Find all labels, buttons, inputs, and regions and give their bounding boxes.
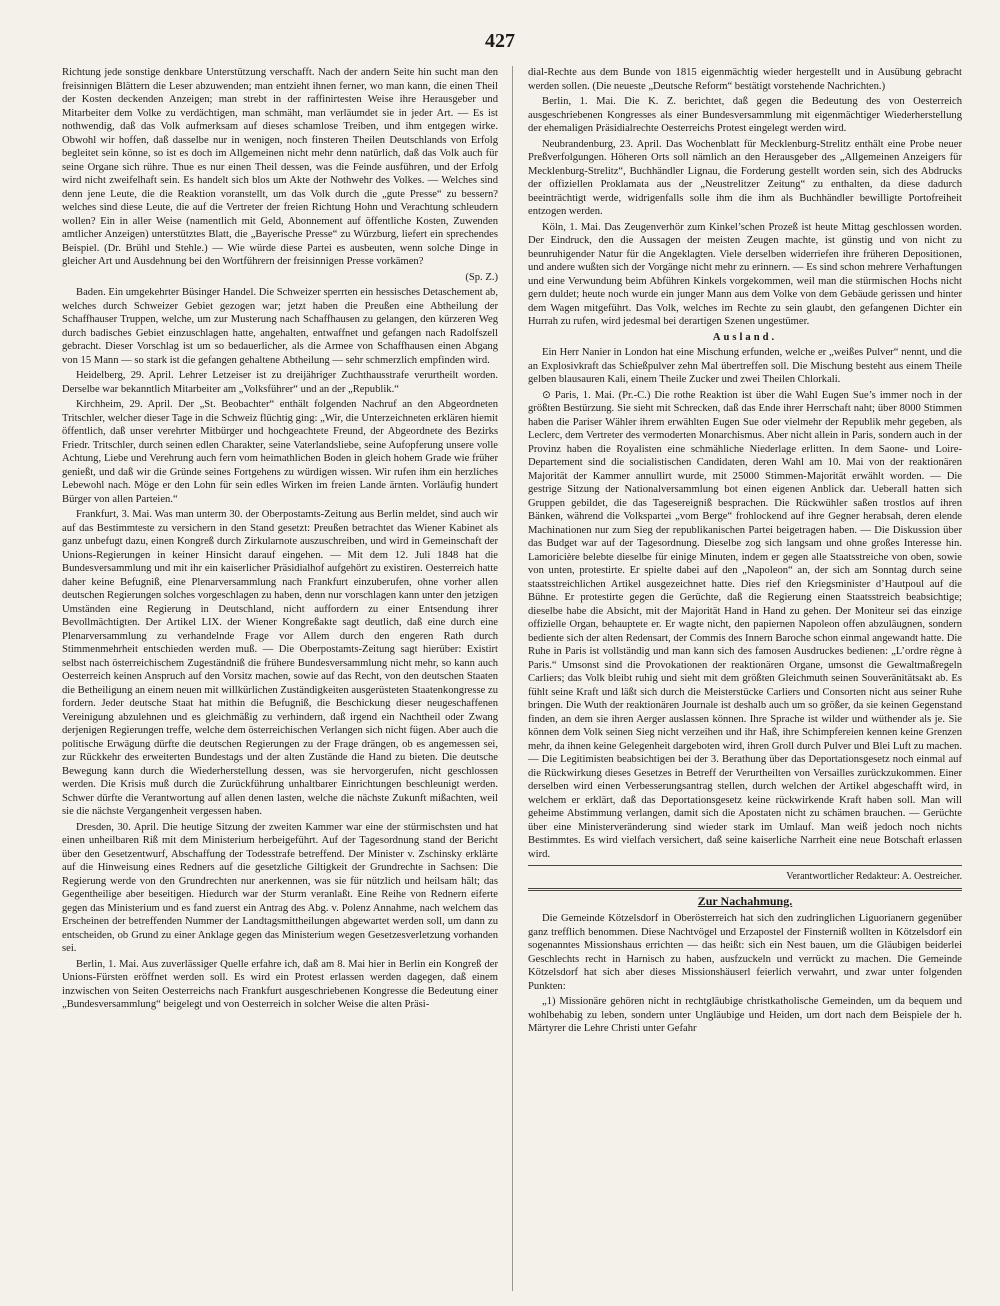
article-paragraph: Berlin, 1. Mai. Aus zuverlässiger Quelle erfahre ich, daß am 8. Mai hier in Berlin ein Kongreß der Unions-Fürsten eröffnet werden soll. Es wird ein Protest erlassen werden dagegen, daß einem inzwischen von Seiten Oesterreichs nach Frankfurt ausgeschriebenen Kongresse die Bedeutung einer „Bundesversammlung“ beigelegt und von Oesterreich in solcher Weise die alten Präsi- [62, 958, 498, 1010]
right-column [528, 66, 962, 1296]
editor-line: Verantwortlicher Redakteur: A. Oestreicher. [786, 871, 962, 882]
section-rule [528, 888, 962, 891]
section-title: Zur Nachahmung. [697, 893, 793, 908]
article-paragraph: dial-Rechte aus dem Bunde von 1815 eigenmächtig wieder hergestellt und in Ausübung gebracht werden sollen. (Die neueste „Deutsche Reform“ bestätigt vorstehende Nachrichten.) [528, 67, 962, 92]
article-paragraph: Neubrandenburg, 23. April. Das Wochenblatt für Mecklenburg-Strelitz enthält eine Probe neuer Preßverfolgungen. Höheren Orts soll nämlich an den Herausgeber des „Allgemeinen Anzeigers für Mecklenburg-Strelitz“, Buchhändler Lignau, die Forderung gestellt worden sein, sich des Abdrucks der offiziellen Proklamata aus der „Neustrelitzer Zeitung“ zu enthalten, da diese dadurch beeinträchtigt werde, widrigenfalls solle ihm die ihm als Buchhändler bewilligte Portofreiheit entzogen werden. [528, 138, 962, 217]
article-paragraph: Köln, 1. Mai. Das Zeugenverhör zum Kinkel’schen Prozeß ist heute Mittag geschlossen worden. Der Eindruck, den die Aussagen der meisten Zeugen machte, ist günstig und von nicht zu beunruhigender Natur für die Angeklagten. Viele derselben widerriefen ihre früheren Depositionen, und andere wußten sich der Vorgänge nicht mehr zu erinnern. — Es sind schon mehrere Verhaftungen und eine Verwundung beim Abführen Kinkels vorgekommen, weil man die stürmischen Hochs nicht gern duldet; heute noch wurde ein junger Mann aus dem Volke von dem Gebäude gerissen und hinter dem Wagen mitgeführt. Das Volk, welches im Rechte zu sein glaubt, den gefangenen Dichter ein Hurrah zu rufen, wird jedesmal bei derartigen Szenen ungestümer. [528, 221, 962, 327]
article-paragraph: Kirchheim, 29. April. Der „St. Beobachter“ enthält folgenden Nachruf an den Abgeordneten Tritschler, welcher dieser Tage in die Schweiz flüchtig ging: „Wir, die Unterzeichneten erklären hiemit öffentlich, daß unser verehrter Mitbürger und hochgeachtete Freund, der Abgeordnete des Bezirks Friedr. Tritschler, durch seinen edlen Charakter, seine Vaterlandsliebe, seine Aufopferung unsere volle Achtung, Liebe und Verehrung auch fern vom heimathlichen Boden in gleich hohem Grade wie früher genießt, und daß wir die Gründe seines Fortgehens zu würdigen wissen. Wir rufen ihm ein herzliches Lebewohl nach. Möge er den Lohn für sein edles Wirken im freien Lande ärnten. Vorläufig hundert Bürger von allen Parteien.“ [62, 399, 498, 505]
column-divider [512, 66, 513, 1291]
article-paragraph: Heidelberg, 29. April. Lehrer Letzeiser ist zu dreijähriger Zuchthausstrafe verurtheilt worden. Derselbe war bekanntlich Mitarbeiter am „Volksführer“ und an der „Republik.“ [62, 370, 498, 395]
article-paragraph: Die Gemeinde Kötzelsdorf in Oberösterreich hat sich den zudringlichen Liguorianern gegenüber ganz trefflich benommen. Diese Nachtvögel und Erzapostel der Finsterniß wollten in Kötzelsdorf ein sogenanntes Missionshaus errichten — das heißt: sich ein Nest bauen, um die Gläubigen beiderlei Geschlechts recht in Harnisch zu haben, ausfzuckeln und verrückt zu machen. Die Gemeinde Kötzelsdorf hat sich aber dieses Missionshäuserl feierlich verwahrt, und zwar unter folgenden Punkten: [528, 913, 962, 992]
article-paragraph: Dresden, 30. April. Die heutige Sitzung der zweiten Kammer war eine der stürmischsten und hat einen unheilbaren Riß mit dem Ministerium herbeigeführt. Auf der Tagesordnung stand der Bericht über den Gesetzentwurf, Abschaffung der Todesstrafe betreffend. Der Minister v. Zschinsky erklärte auf die Hinweisung eines Redners auf die gesetzliche Giltigkeit der Grundrechte in Sachsen: Die Regierung werde von den Grundrechten nur anerkennen, was sie für nützlich und heilsam hält; das Gegentheilige aber beseitigen. Hiedurch war der Sturm veranlaßt. Eine Reihe von Rednern eiferte gegen das Ministerium und es fand zuerst ein Antrag des Abg. v. Polenz Annahme, nach welchem das Erscheinen der betreffenden Nummer der Landtagsmittheilungen abgewartet werden soll, um dann zu entscheiden, ob Grund zu einer Anklage gegen das Ministerium wegen Gesetzesverletzung vorhanden sei. [62, 821, 498, 954]
article-paragraph: Baden. Ein umgekehrter Büsinger Handel. Die Schweizer sperrten ein hessisches Detaschement ab, welches durch Schweizer Gebiet gezogen war; jetzt haben die Preußen eine Abtheilung der Schaffhauser Truppen, welche, um zur Musterung nach Schaffhausen zu gelangen, den kürzeren Weg durch badisches Gebiet einzuschlagen hatte, angehalten, entwaffnet und gefangen nach Radolfszell gebracht. Dieser Vorschlag ist um so bedauerlicher, als die Armee von Schaffhausen einen Abgang von 15 Mann — so stark ist die gefangen gehaltene Abtheilung — sehr schmerzlich empfinden wird. [62, 287, 498, 366]
article-paragraph: Berlin, 1. Mai. Die K. Z. berichtet, daß gegen die Bedeutung des von Oesterreich ausgeschriebenen Kongresses als einer Bundesversammlung mit eigenmächtiger Wiederherstellung der ehemaligen Präsidialrechte Oesterreichs Protest eingelegt werden wird. [528, 96, 962, 134]
article-paragraph: „1) Missionäre gehören nicht in rechtgläubige christkatholische Gemeinden, um da bequem und wohlbehabig zu leben, sondern unter Ungläubige und Heiden, um dort nach dem Beispiele der h. Märtyrer die Lehre Christi unter Gefahr [528, 996, 962, 1034]
section-heading: Ausland. [712, 331, 778, 343]
article-paragraph: ⊙ Paris, 1. Mai. (Pr.-C.) Die rothe Reaktion ist über die Wahl Eugen Sue’s immer noch in der größten Bestürzung. Sie sieht mit Schrecken, daß das Ende ihrer Herrschaft naht; über 8000 Stimmen haben die Pariser Wähler ihrem erwählten Eugen Sue oder vielmehr der Republik mehr gegeben, als Leclerc, dem Vertreter des vermoderten Monarchismus. Aber nicht allein in Paris, sondern auch in der Provinz haben die Royalisten eine schmähliche Niederlage erlitten. In dem Saone- und Loire-Departement sind die socialistischen Candidaten, deren Wahl am 10. Mai von der reaktionären Majorität der Kammer annullirt wurde, mit 25000 Stimmen-Majorität erwählt worden. — Die gestrige Sitzung der Nationalversammlung bot einen eigenen Anblick dar. Ueberall hatten sich Gruppen gebildet, die das Tagesereigniß besprachen. Die Rückwühler saßen trostlos auf ihren Bänken, während die Volkspartei „vom Berge“ frohlockend auf ihre Gegner herabsah, deren elende Machinationen nur zum Sieg der republikanischen Partei beigetragen haben. — Die Diskussion über das Budget war auf der Tagesordnung. Dieselbe zog sich langsam und ohne großes Interesse hin. Lamoricière belebte dieselbe für einige Minuten, indem er gegen alle Staatsstreiche von oben, sowie von unten, protestirte. Er spielte dabei auf den „Napoleon“ an, der sich am Sonntag durch seine staatsstreichlichen Artikel ausgezeichnet hatte. Dies rief den Kriegsminister d’Hautpoul auf die Bühne. Er protestirte gegen die Gerüchte, daß die Regierung einen Staatsstreich beabsichtige; dieselbe habe die Absicht, mit der Majorität Hand in Hand zu gehen. Der Moniteur sei das einzige offizielle Organ, behauptete er. Er wagte nicht, den papiernen Napoleon offen abzuläugnen, sondern bediente sich der alten Redensart, der Commis des Innern Baroche schon einmal angewandt hatte. Die Ruhe in Paris ist vollständig und man kann sich des famosen Ausdruckes bedienen: „L’ordre règne à Paris.“ Umsonst sind die Provokationen der reaktionären Organe, umsonst die Gewaltmaßregeln Carliers; das Volk bleibt ruhig und sieht mit dem größten Gleichmuth seinen Souveränitätsakt ab. Es fühlt seine Kraft und läßt sich durch die Meisterstücke Carliers und Consorten nicht aus seiner Ruhe bringen. Die Wuth der reaktionären Journale ist deshalb auch um so größer, da sie keinen Gegenstand finden, an dem sie ihren Aerger auslassen können. Ihre Sprache ist wilder und wüthender als je. Sie können dem Volk seinen Sieg nicht verzeihen und ihr Haß, ihre Schimpfereien kennen keine Grenzen mehr, da ihnen keine Gelegenheit dargeboten wird, ihren Groll durch Pulver und Blei Luft zu machen. — Die Legitimisten beabsichtigen bei der 3. Berathung über das Deportationsgesetz noch einmal auf die Rückwirkung dieses Gesetzes in Betreff der Verurtheilten von Versailles zurückzukommen. Einer derselben wird einen Verbesserungsantrag stellen, durch welchen der Artikel abgeschafft wird, in welchem er erklärt, daß das Deportationsgesetz keine rückwirkende Kraft haben soll. Man will geheime Abstimmung verlangen, damit sich die Apostaten nicht zu schämen brauchen. — Gerüchte über eine Ministerveränderung sind wieder stark im Umlauf. Man weiß jedoch noch nichts Bestimmtes. Es wird vielfach versichert, daß seine kaiserliche Narrheit eine neue Botschaft erlassen wird. [528, 389, 962, 860]
left-column [62, 66, 498, 1296]
article-paragraph: Ein Herr Nanier in London hat eine Mischung erfunden, welche er „weißes Pulver“ nennt, und die an Explosivkraft das Schießpulver zehn Mal übertreffen soll. Die Mischung besteht aus einem Theile gelben blausauren Kali, einem Theile Zucker und zwei Theilen Chlorkali. [528, 347, 962, 385]
editor-rule-top [528, 865, 962, 866]
article-paragraph: Richtung jede sonstige denkbare Unterstützung verschafft. Nach der andern Seite hin sucht man den freisinnigen Blättern die Leser abzuwenden; man entzieht ihnen ferner, wo man kann, die einen Theil der Kosten deckenden Anzeigen; man strebt in der raffinirtesten Weise ihre Herausgeber und Mitarbeiter dem Volke zu verdächtigen, man schmäht, man verläumdet sie in jeder Art. — Es ist nothwendig, daß das Volk aufmerksam auf dieses schamlose Treiben, und ihm entgegen wirke. Obwohl wir hoffen, daß dasselbe nur in wenigen, noch finsteren Theilen Deutschlands von Erfolg begleitet sein könne, so ist es doch im Allgemeinen nicht mehr denn natürlich, daß das Volk auch für seine Organe sich rühre. Thue es nur einen Theil dessen, was die Feinde ausführen, und der Erfolg wird nicht zweifelhaft sein. Es handelt sich blos um Akte der Nothwehr des Volkes. — Welches sind denn jene Leute, die die Reaktion voranstellt, um das Volk durch die „gute Presse“ zu bessern? welches sind diese Leute, die auf die Vertreter der freien Richtung Hohn und Verachtung schleudern wollen? Ein in aller Weise (namentlich mit Geld, Abonnement auf öffentliche Kosten, Zuwenden amtlicher Anzeigen) unterstütztes Blatt, die „Bayerische Presse“ zu Würzburg, liefert ein sprechendes Beispiel. (Dr. Brühl und Stehle.) — Wie würde diese Partei es ausbeuten, wenn solche Dinge in gleicher Art und Ausdehnung bei den Wortführern der freisinnigen Presse vorkämen? [62, 67, 498, 267]
article-paragraph: Frankfurt, 3. Mai. Was man unterm 30. der Oberpostamts-Zeitung aus Berlin meldet, sind auch wir auf das Bestimmteste zu versichern in den Stand gesetzt: Preußen betrachtet das Wiener Kabinet als ganz unbefugt dazu, einen Kongreß durch Zirkularnote auszuschreiben, und wird in Gemeinschaft der Unions-Regierungen in keiner Hinsicht darauf eingehen. — Mit dem 12. Juli 1848 hat die Bundesversammlung und mit ihr ein kaiserlicher Präsidialhof aufgehört zu existiren. Oesterreich hatte daher keine Befugniß, eine Plenarversammlung nach Frankfurt einzuberufen, ohne vorher allen deutschen Regierungen solches vorgeschlagen zu haben, denn nur vorschlagen kann unter den jetzigen Umständen eine Regierung in Deutschland, nicht auffordern zu einer Entsendung ihrer Bevollmächtigten. Der Artikel LIX. der Wiener Kongreßakte sagt deutlich, daß eine durch eine Plenarversammlung zu verhandelnde Frage vor Allem durch den engeren Rath durch Stimmenmehrheit entschieden werden muß. — Die Oberpostamts-Zeitung sagt hierüber: Existirt selbst nach österreichischem Zugeständniß die frühere Bundesversammlung nicht mehr, so kann auch Oesterreich keinen Anspruch auf den Vorsitz machen, sowie auf das Recht, von den deutschen Staaten die Betheiligung an einem neuen mit willkürlichen Zuständigkeiten ausgerüsteten Staatenkongresse zu fordern. Jeder deutsche Staat hat mithin die Befugniß, die Beschickung dieser neugeschaffenen Vereinigung abzulehnen und es gleichmäßig zu verhindern, daß irgend ein Nachtheil oder Zwang derjenigen Regierungen treffe, welche dem österreichischen Verlangen sich nicht fügen. Aber auch die politische Erwägung dürfte die deutschen Regierungen zu der Frage drängen, ob es angemessen sei, zur Rückkehr des erweiterten Bundestags und der alten Zustände die Hand zu bieten. Die deutsche Bewegung kann durch die Wiederherstellung dessen, was sie hervorgerufen, nicht geschlossen werden. Die Krisis muß durch die Zurückführung unhaltbarer Einrichtungen beschleunigt werden. Schwer dürfte die Verantwortung auf allen denen lasten, welche die nächste Zukunft mißachten, weil sie die nächste Vergangenheit vergessen haben. [62, 509, 498, 817]
page-number: 427 [485, 30, 515, 52]
source-signature: (Sp. Z.) [465, 271, 498, 283]
